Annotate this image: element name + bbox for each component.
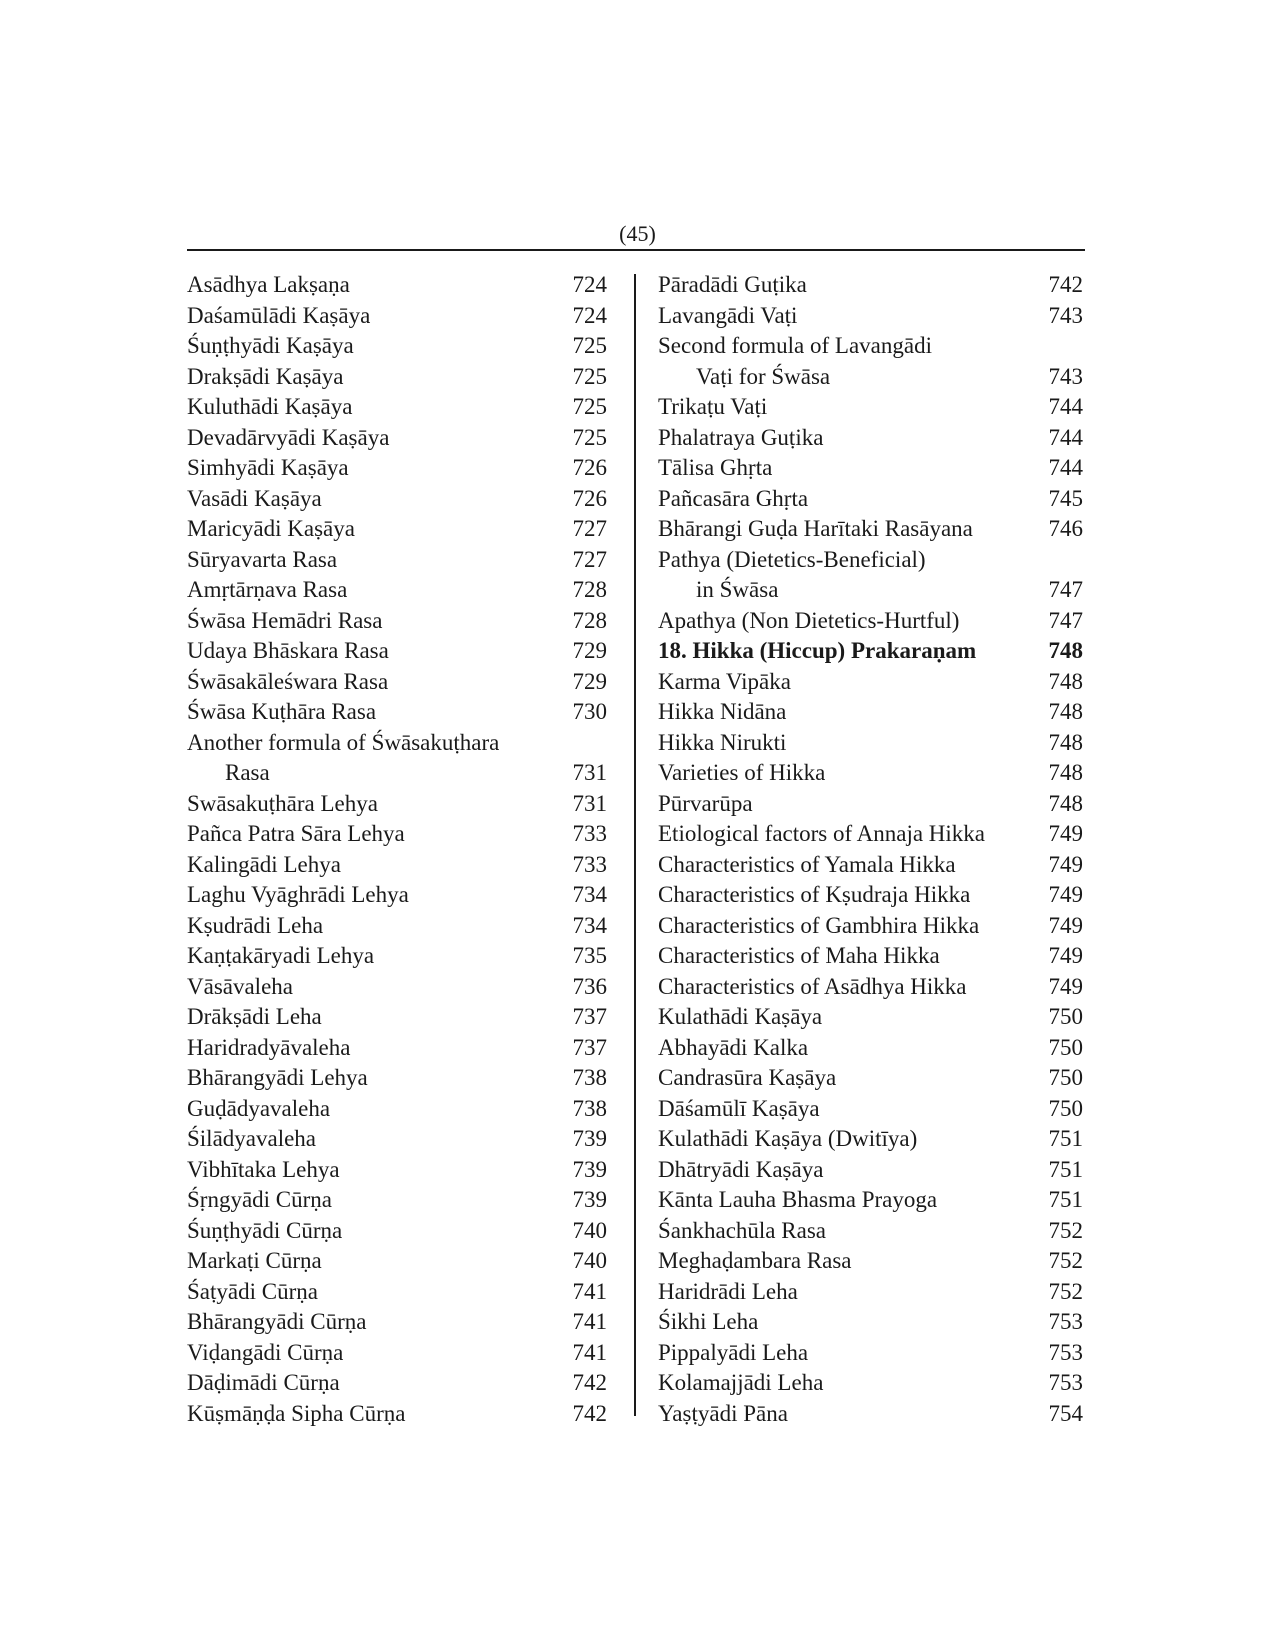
toc-entry (658, 1002, 1083, 1033)
toc-entry-title: Pañcasāra Ghṛta (658, 485, 809, 511)
toc-entry-page: 741 (572, 1339, 607, 1365)
toc-entry-page: 724 (572, 272, 607, 297)
toc-entry-title: Kuluthādi Kaṣāya (187, 394, 353, 419)
toc-entry-title: Etiological factors of Annaja Hikka (658, 821, 986, 846)
toc-entry (187, 697, 607, 728)
toc-entry-title: Śwāsakāleśwara Rasa (187, 668, 389, 694)
toc-entry-page: 750 (1048, 1034, 1083, 1060)
toc-entry-page: 739 (572, 1187, 607, 1212)
toc-entry-page: 741 (572, 1278, 607, 1304)
toc-entry (658, 1399, 1083, 1430)
toc-entry-title: Hikka Nidāna (658, 699, 787, 724)
toc-entry-page: 753 (1048, 1370, 1083, 1395)
toc-entry-page: 750 (1048, 1065, 1083, 1090)
toc-entry-title: Śilādyavaleha (187, 1126, 317, 1151)
toc-entry (658, 1277, 1083, 1308)
toc-entry-title: Bhārangyādi Cūrṇa (187, 1309, 367, 1334)
toc-entry (187, 819, 607, 850)
toc-entry-title: Pañca Patra Sāra Lehya (187, 821, 405, 846)
toc-entry-page: 737 (572, 1034, 607, 1060)
toc-entry-page: 733 (572, 821, 607, 846)
toc-entry-title: Kṣudrādi Leha (187, 912, 324, 938)
toc-entry-page: 724 (572, 302, 607, 328)
toc-entry (187, 789, 607, 820)
toc-entry (658, 1124, 1083, 1155)
toc-entry-title: 18. Hikka (Hiccup) Prakaraṇam (658, 638, 977, 663)
toc-entry-page: 754 (1048, 1400, 1083, 1426)
toc-entry-page: 752 (1048, 1278, 1083, 1304)
toc-entry-title: Pāradādi Guṭika (658, 272, 807, 297)
toc-entry-page: 734 (572, 882, 607, 907)
toc-entry-title: Vibhītaka Lehya (187, 1156, 340, 1182)
toc-entry-page: 749 (1048, 821, 1083, 846)
toc-entry (187, 911, 607, 942)
toc-entry (187, 1185, 607, 1216)
toc-entry (658, 819, 1083, 850)
toc-entry (187, 484, 607, 515)
toc-entry (187, 880, 607, 911)
toc-entry-page: 734 (572, 912, 607, 938)
toc-entry (658, 1155, 1083, 1186)
toc-entry-title: Śuṇṭhyādi Kaṣāya (187, 333, 354, 358)
toc-entry-title: Amṛtārṇava Rasa (187, 577, 348, 602)
toc-entry-page: 736 (572, 973, 607, 999)
toc-entry-title: Śwāsa Kuṭhāra Rasa (187, 699, 377, 724)
toc-entry (658, 270, 1083, 301)
toc-entry-page: 749 (1048, 882, 1083, 907)
toc-entry (658, 728, 1083, 759)
toc-entry-page: 739 (572, 1126, 607, 1151)
toc-entry-title: Dāḍimādi Cūrṇa (187, 1370, 340, 1395)
toc-entry (187, 972, 607, 1003)
toc-entry-page: 751 (1048, 1187, 1083, 1212)
toc-entry (187, 758, 607, 789)
toc-entry-title: Yaṣṭyādi Pāna (658, 1400, 788, 1426)
toc-entry-page: 727 (572, 546, 607, 572)
toc-entry (658, 514, 1083, 545)
toc-entry-page: 731 (572, 790, 607, 816)
toc-entry-page: 753 (1048, 1339, 1083, 1365)
toc-entry-title: Vasādi Kaṣāya (187, 485, 322, 511)
toc-entry-title: Abhayādi Kalka (658, 1034, 809, 1060)
toc-entry-page: 751 (1048, 1126, 1083, 1151)
toc-entry-title: Characteristics of Yamala Hikka (658, 851, 956, 877)
toc-entry-page: 750 (1048, 1095, 1083, 1121)
toc-entry-title: Laghu Vyāghrādi Lehya (187, 882, 409, 907)
toc-entry-page: 731 (572, 760, 607, 785)
toc-entry-page: 730 (572, 699, 607, 724)
toc-entry-title: in Śwāsa (696, 577, 779, 602)
toc-entry-title: Hikka Nirukti (658, 729, 787, 755)
toc-entry (658, 362, 1083, 393)
toc-entry (187, 453, 607, 484)
toc-entry-title: Viḍangādi Cūrṇa (187, 1339, 344, 1365)
toc-entry (187, 1277, 607, 1308)
toc-entry-title: Bhārangi Guḍa Harītaki Rasāyana (658, 516, 973, 541)
toc-entry (658, 1307, 1083, 1338)
toc-entry-title: Varieties of Hikka (658, 760, 826, 785)
toc-entry (187, 575, 607, 606)
toc-entry (658, 1033, 1083, 1064)
toc-entry (658, 972, 1083, 1003)
toc-entry-title: Śikhi Leha (658, 1309, 759, 1334)
toc-entry-page: 742 (572, 1400, 607, 1426)
toc-entry-title: Bhārangyādi Lehya (187, 1065, 368, 1090)
toc-entry (658, 941, 1083, 972)
toc-entry-page: 740 (572, 1248, 607, 1273)
toc-entry-title: Rasa (225, 760, 270, 785)
toc-entry (187, 728, 607, 759)
toc-entry (187, 606, 607, 637)
toc-entry-title: Śaṭyādi Cūrṇa (187, 1278, 318, 1304)
toc-entry-title: Second formula of Lavangādi (658, 333, 932, 358)
toc-entry (658, 1246, 1083, 1277)
toc-entry-title: Devadārvyādi Kaṣāya (187, 424, 390, 450)
toc-entry (187, 941, 607, 972)
toc-entry (187, 1216, 607, 1247)
toc-entry-title: Trikaṭu Vaṭi (658, 394, 768, 419)
toc-entry (658, 1368, 1083, 1399)
toc-entry (187, 850, 607, 881)
toc-entry-title: Drakṣādi Kaṣāya (187, 363, 344, 389)
toc-entry-page: 749 (1048, 943, 1083, 968)
toc-entry-page: 727 (572, 516, 607, 541)
toc-entry-page: 738 (572, 1095, 607, 1121)
toc-entry-title: Lavangādi Vaṭi (658, 302, 798, 328)
toc-entry (187, 423, 607, 454)
top-rule (187, 249, 1085, 251)
toc-entry-title: Pathya (Dietetics-Beneficial) (658, 546, 926, 572)
toc-entry-page: 750 (1048, 1004, 1083, 1029)
toc-entry (187, 1094, 607, 1125)
toc-entry-title: Haridrādi Leha (658, 1278, 798, 1304)
toc-entry (658, 545, 1083, 576)
toc-entry-title: Characteristics of Kṣudraja Hikka (658, 882, 971, 907)
toc-entry (658, 789, 1083, 820)
toc-entry-title: Another formula of Śwāsakuṭhara (187, 729, 500, 755)
page-number: (45) (619, 221, 656, 246)
toc-left-column (187, 270, 607, 1429)
toc-entry-title: Candrasūra Kaṣāya (658, 1065, 837, 1090)
toc-entry-title: Kulathādi Kaṣāya (Dwitīya) (658, 1126, 918, 1151)
toc-entry-page: 748 (1048, 790, 1083, 816)
toc-entry (658, 758, 1083, 789)
toc-entry-page: 725 (572, 363, 607, 389)
toc-entry (187, 1002, 607, 1033)
toc-entry (187, 636, 607, 667)
toc-entry-page: 748 (1048, 668, 1083, 694)
toc-entry (658, 1063, 1083, 1094)
toc-entry-page: 748 (1048, 638, 1083, 663)
toc-entry (187, 667, 607, 698)
toc-entry-title: Kūṣmāṇḍa Sipha Cūrṇa (187, 1400, 406, 1426)
toc-entry-title: Drākṣādi Leha (187, 1004, 322, 1029)
toc-entry-page: 749 (1048, 851, 1083, 877)
toc-entry (658, 1094, 1083, 1125)
toc-entry (658, 392, 1083, 423)
toc-entry-title: Asādhya Lakṣaṇa (187, 272, 350, 297)
toc-entry-title: Sūryavarta Rasa (187, 546, 338, 572)
toc-entry-page: 752 (1048, 1217, 1083, 1243)
toc-entry-title: Characteristics of Maha Hikka (658, 943, 940, 968)
toc-entry-page: 725 (572, 333, 607, 358)
toc-entry (658, 1338, 1083, 1369)
toc-entry-page: 743 (1048, 363, 1083, 389)
toc-entry-page: 749 (1048, 973, 1083, 999)
toc-entry-page: 744 (1048, 394, 1083, 419)
toc-entry-title: Śṛngyādi Cūrṇa (187, 1187, 333, 1212)
toc-entry-title: Haridradyāvaleha (187, 1034, 351, 1060)
toc-entry-page: 725 (572, 394, 607, 419)
toc-entry (187, 392, 607, 423)
toc-entry-title: Kolamajjādi Leha (658, 1370, 824, 1395)
toc-entry-page: 752 (1048, 1248, 1083, 1273)
toc-entry (658, 423, 1083, 454)
toc-entry-page: 744 (1048, 455, 1083, 480)
toc-entry-page: 729 (572, 668, 607, 694)
toc-entry-title: Simhyādi Kaṣāya (187, 455, 349, 480)
toc-entry (187, 1368, 607, 1399)
toc-entry-page: 737 (572, 1004, 607, 1029)
toc-entry-title: Kulathādi Kaṣāya (658, 1004, 823, 1029)
toc-entry-page: 748 (1048, 729, 1083, 755)
toc-right-column (658, 270, 1083, 1429)
toc-entry-page: 729 (572, 638, 607, 663)
toc-entry (658, 301, 1083, 332)
toc-entry (187, 1063, 607, 1094)
toc-entry-page: 726 (572, 485, 607, 511)
toc-entry-page: 749 (1048, 912, 1083, 938)
toc-entry (658, 1216, 1083, 1247)
toc-entry-title: Meghaḍambara Rasa (658, 1248, 852, 1273)
toc-entry (658, 667, 1083, 698)
toc-entry-page: 748 (1048, 760, 1083, 785)
toc-entry-page: 742 (1048, 272, 1083, 297)
toc-entry-title: Characteristics of Gambhira Hikka (658, 912, 980, 938)
toc-entry-title: Vāsāvaleha (187, 973, 293, 999)
toc-entry-title: Daśamūlādi Kaṣāya (187, 302, 371, 328)
toc-entry-title: Kānta Lauha Bhasma Prayoga (658, 1187, 938, 1212)
toc-entry (187, 1399, 607, 1430)
toc-entry-page: 728 (572, 607, 607, 633)
toc-entry (187, 1338, 607, 1369)
toc-entry-title: Śwāsa Hemādri Rasa (187, 607, 383, 633)
toc-entry-page: 742 (572, 1370, 607, 1395)
toc-entry-page: 739 (572, 1156, 607, 1182)
toc-entry-title: Maricyādi Kaṣāya (187, 516, 355, 541)
toc-entry-title: Tālisa Ghṛta (658, 455, 773, 480)
toc-entry (658, 606, 1083, 637)
toc-entry (187, 1033, 607, 1064)
toc-entry (658, 484, 1083, 515)
toc-entry-title: Pippalyādi Leha (658, 1339, 809, 1365)
toc-entry-page: 740 (572, 1217, 607, 1243)
toc-entry-page: 744 (1048, 424, 1083, 450)
toc-entry (187, 331, 607, 362)
toc-entry (658, 911, 1083, 942)
toc-entry-title: Śankhachūla Rasa (658, 1217, 826, 1243)
toc-entry-title: Karma Vipāka (658, 668, 791, 694)
toc-entry (187, 545, 607, 576)
toc-entry (187, 270, 607, 301)
toc-entry-title: Phalatraya Guṭika (658, 424, 824, 450)
toc-entry-title: Dāśamūlī Kaṣāya (658, 1095, 820, 1121)
toc-entry-page: 743 (1048, 302, 1083, 328)
toc-entry-page: 751 (1048, 1156, 1083, 1182)
toc-entry-page: 753 (1048, 1309, 1083, 1334)
toc-entry-title: Guḍādyavaleha (187, 1095, 331, 1121)
toc-entry (658, 453, 1083, 484)
toc-entry-page: 741 (572, 1309, 607, 1334)
toc-entry-title: Pūrvarūpa (658, 790, 753, 816)
toc-entry-title: Vaṭi for Śwāsa (696, 363, 831, 389)
column-divider (634, 274, 636, 1416)
toc-entry-title: Apathya (Non Dietetics-Hurtful) (658, 607, 960, 633)
toc-entry-page: 748 (1048, 699, 1083, 724)
toc-entry (187, 1307, 607, 1338)
toc-entry-title: Kaṇṭakāryadi Lehya (187, 943, 375, 968)
toc-entry (658, 331, 1083, 362)
toc-entry (187, 514, 607, 545)
toc-entry-page: 747 (1048, 607, 1083, 633)
toc-entry (187, 301, 607, 332)
toc-entry (658, 1185, 1083, 1216)
toc-entry-page: 746 (1048, 516, 1083, 541)
toc-entry-page: 738 (572, 1065, 607, 1090)
toc-entry (658, 697, 1083, 728)
toc-entry (187, 1124, 607, 1155)
toc-entry (658, 880, 1083, 911)
toc-entry-title: Swāsakuṭhāra Lehya (187, 790, 378, 816)
toc-entry (658, 850, 1083, 881)
toc-entry-title: Dhātryādi Kaṣāya (658, 1156, 824, 1182)
toc-entry (658, 575, 1083, 606)
toc-entry-page: 733 (572, 851, 607, 877)
toc-entry-page: 747 (1048, 577, 1083, 602)
toc-entry (187, 362, 607, 393)
toc-entry-title: Markaṭi Cūrṇa (187, 1248, 322, 1273)
toc-entry-page: 726 (572, 455, 607, 480)
toc-entry (658, 636, 1083, 667)
toc-entry-page: 725 (572, 424, 607, 450)
toc-entry-page: 735 (572, 943, 607, 968)
toc-entry-title: Śuṇṭhyādi Cūrṇa (187, 1217, 343, 1243)
toc-entry (187, 1155, 607, 1186)
toc-entry-page: 745 (1048, 485, 1083, 511)
toc-entry-title: Udaya Bhāskara Rasa (187, 638, 389, 663)
toc-entry-title: Kalingādi Lehya (187, 851, 341, 877)
toc-entry (187, 1246, 607, 1277)
toc-entry-title: Characteristics of Asādhya Hikka (658, 973, 967, 999)
toc-entry-page: 728 (572, 577, 607, 602)
